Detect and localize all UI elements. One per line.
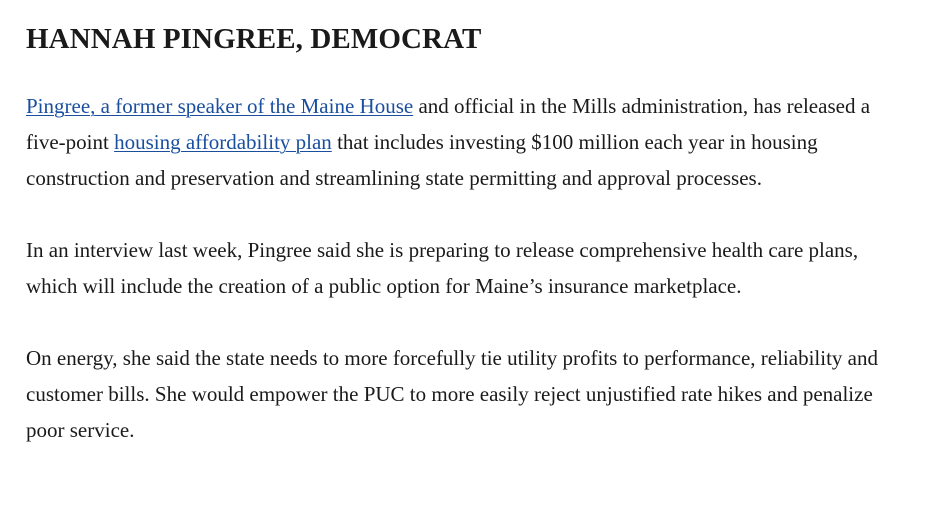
paragraph-housing-plan [26, 88, 908, 196]
paragraph-energy: On energy, she said the state needs to more forcefully tie utility profits to performance, reliability and customer bills. She would empower the PUC to more easily reject unjustified rate hikes and penalize poor service. [26, 346, 878, 442]
housing-affordability-plan-link[interactable]: housing affordability plan [114, 130, 332, 154]
paragraph-health-care: In an interview last week, Pingree said she is preparing to release comprehensive health care plans, which will include the creation of a public option for Maine’s insurance marketplace. [26, 238, 859, 298]
paragraph-text: that includes investing $100 million each year in housing construction and preservation and streamlining state permitting and approval processes. [26, 130, 818, 190]
former-speaker-link[interactable]: Pingree, a former speaker of the Maine House [26, 94, 414, 118]
section-heading: HANNAH PINGREE, DEMOCRAT [26, 23, 482, 55]
paragraph-text: and official in the Mills administration, has released a five-point [26, 94, 871, 154]
